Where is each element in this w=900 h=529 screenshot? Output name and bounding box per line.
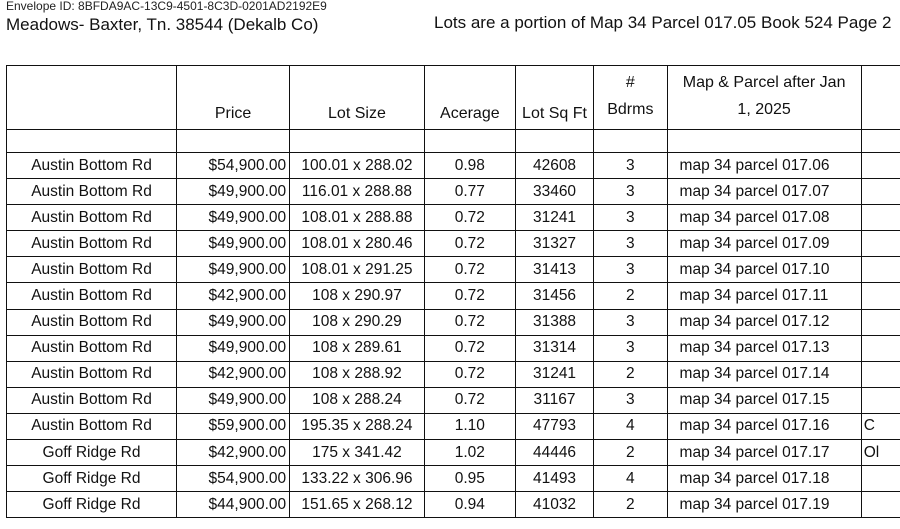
cell-map-parcel: map 34 parcel 017.11 — [667, 283, 861, 309]
cell-price: $44,900.00 — [177, 492, 290, 518]
cell-lot-size: 116.01 x 288.88 — [290, 179, 425, 205]
cell-street: Goff Ridge Rd — [7, 492, 177, 518]
table-row — [7, 153, 900, 179]
cell-sqft: 31413 — [515, 257, 593, 283]
table-row — [7, 257, 900, 283]
cell-lot-size: 133.22 x 306.96 — [290, 466, 425, 492]
cell-lot-size: 108 x 290.97 — [290, 283, 425, 309]
table-row — [7, 205, 900, 231]
header-map-parcel — [667, 66, 861, 130]
cell-bedrooms: 2 — [594, 283, 667, 309]
cell-price: $49,900.00 — [177, 179, 290, 205]
cell-price: $59,900.00 — [177, 413, 290, 439]
cell-street: Austin Bottom Rd — [7, 387, 177, 413]
cell-extra — [861, 309, 900, 335]
header-map-line1: Map & Parcel after Jan — [682, 74, 846, 91]
cell-sqft: 31388 — [515, 309, 593, 335]
cell-price: $42,900.00 — [177, 283, 290, 309]
cell-extra — [861, 153, 900, 179]
cell-price: $49,900.00 — [177, 205, 290, 231]
cell-street: Austin Bottom Rd — [7, 179, 177, 205]
cell-price: $54,900.00 — [177, 153, 290, 179]
cell-bedrooms: 4 — [594, 413, 667, 439]
cell-street: Austin Bottom Rd — [7, 257, 177, 283]
cell-extra: C — [861, 413, 900, 439]
cell-map-parcel: map 34 parcel 017.08 — [667, 205, 861, 231]
header-bedrooms-line1: # — [625, 74, 635, 91]
cell-lot-size: 151.65 x 268.12 — [290, 492, 425, 518]
parcel-note: Lots are a portion of Map 34 Parcel 017.05 Book 524 Page 2 — [434, 13, 892, 32]
cell-acreage: 0.72 — [424, 205, 515, 231]
cell-extra — [861, 231, 900, 257]
cell-street: Austin Bottom Rd — [7, 231, 177, 257]
spacer-row — [7, 130, 900, 153]
cell-map-parcel: map 34 parcel 017.12 — [667, 309, 861, 335]
cell-bedrooms: 3 — [594, 257, 667, 283]
table-row — [7, 387, 900, 413]
cell-map-parcel: map 34 parcel 017.15 — [667, 387, 861, 413]
table-row — [7, 231, 900, 257]
cell-acreage: 0.72 — [424, 335, 515, 361]
cell-sqft: 44446 — [515, 440, 593, 466]
cell-price: $49,900.00 — [177, 309, 290, 335]
cell-map-parcel: map 34 parcel 017.16 — [667, 413, 861, 439]
cell-sqft: 41493 — [515, 466, 593, 492]
cell-extra — [861, 283, 900, 309]
header-extra — [861, 66, 900, 130]
lot-table — [6, 65, 900, 518]
cell-bedrooms: 3 — [594, 179, 667, 205]
cell-bedrooms: 2 — [594, 361, 667, 387]
header-bedrooms-line2: Bdrms — [607, 101, 654, 118]
header-bedrooms — [594, 66, 667, 130]
cell-bedrooms: 4 — [594, 466, 667, 492]
cell-map-parcel: map 34 parcel 017.10 — [667, 257, 861, 283]
cell-acreage: 0.72 — [424, 387, 515, 413]
cell-map-parcel: map 34 parcel 017.14 — [667, 361, 861, 387]
cell-lot-size: 108 x 289.61 — [290, 335, 425, 361]
cell-extra — [861, 335, 900, 361]
cell-acreage: 0.95 — [424, 466, 515, 492]
cell-price: $42,900.00 — [177, 361, 290, 387]
cell-bedrooms: 3 — [594, 205, 667, 231]
cell-sqft: 31314 — [515, 335, 593, 361]
cell-sqft: 31456 — [515, 283, 593, 309]
cell-lot-size: 108 x 290.29 — [290, 309, 425, 335]
cell-sqft: 31241 — [515, 205, 593, 231]
cell-map-parcel: map 34 parcel 017.17 — [667, 440, 861, 466]
cell-bedrooms: 3 — [594, 231, 667, 257]
cell-extra — [861, 387, 900, 413]
cell-map-parcel: map 34 parcel 017.13 — [667, 335, 861, 361]
table-row — [7, 179, 900, 205]
header-price: Price — [177, 66, 290, 130]
cell-extra — [861, 179, 900, 205]
cell-bedrooms: 3 — [594, 387, 667, 413]
cell-street: Austin Bottom Rd — [7, 361, 177, 387]
cell-price: $49,900.00 — [177, 335, 290, 361]
cell-lot-size: 100.01 x 288.02 — [290, 153, 425, 179]
cell-acreage: 1.10 — [424, 413, 515, 439]
cell-acreage: 0.98 — [424, 153, 515, 179]
cell-sqft: 31241 — [515, 361, 593, 387]
table-row — [7, 413, 900, 439]
cell-acreage: 0.72 — [424, 257, 515, 283]
cell-acreage: 0.72 — [424, 309, 515, 335]
cell-street: Austin Bottom Rd — [7, 283, 177, 309]
envelope-id: Envelope ID: 8BFDA9AC-13C9-4501-8C3D-0201AD2192E9 — [6, 0, 327, 13]
cell-acreage: 0.72 — [424, 283, 515, 309]
table-row — [7, 440, 900, 466]
table-row — [7, 283, 900, 309]
cell-map-parcel: map 34 parcel 017.09 — [667, 231, 861, 257]
cell-street: Austin Bottom Rd — [7, 413, 177, 439]
table-row — [7, 309, 900, 335]
cell-acreage: 0.77 — [424, 179, 515, 205]
cell-map-parcel: map 34 parcel 017.19 — [667, 492, 861, 518]
property-address: Meadows- Baxter, Tn. 38544 (Dekalb Co) — [6, 15, 319, 34]
cell-lot-size: 195.35 x 288.24 — [290, 413, 425, 439]
cell-price: $49,900.00 — [177, 257, 290, 283]
cell-lot-size: 108.01 x 291.25 — [290, 257, 425, 283]
cell-bedrooms: 2 — [594, 492, 667, 518]
cell-lot-size: 108 x 288.24 — [290, 387, 425, 413]
cell-acreage: 1.02 — [424, 440, 515, 466]
cell-extra — [861, 257, 900, 283]
cell-acreage: 0.94 — [424, 492, 515, 518]
header-acreage: Acerage — [424, 66, 515, 130]
cell-map-parcel: map 34 parcel 017.07 — [667, 179, 861, 205]
cell-bedrooms: 3 — [594, 335, 667, 361]
cell-street: Austin Bottom Rd — [7, 153, 177, 179]
cell-street: Austin Bottom Rd — [7, 205, 177, 231]
cell-street: Austin Bottom Rd — [7, 335, 177, 361]
cell-sqft: 47793 — [515, 413, 593, 439]
table-row — [7, 466, 900, 492]
header-map-line2: 1, 2025 — [737, 101, 791, 118]
cell-lot-size: 108 x 288.92 — [290, 361, 425, 387]
table-row — [7, 361, 900, 387]
cell-sqft: 42608 — [515, 153, 593, 179]
cell-price: $42,900.00 — [177, 440, 290, 466]
cell-bedrooms: 2 — [594, 440, 667, 466]
cell-lot-size: 108.01 x 288.88 — [290, 205, 425, 231]
header-street — [7, 66, 177, 130]
cell-street: Goff Ridge Rd — [7, 440, 177, 466]
cell-price: $49,900.00 — [177, 231, 290, 257]
header-sqft: Lot Sq Ft — [515, 66, 593, 130]
cell-extra — [861, 361, 900, 387]
table-header — [7, 66, 900, 130]
cell-extra: Ol — [861, 440, 900, 466]
table-row — [7, 335, 900, 361]
cell-sqft: 31327 — [515, 231, 593, 257]
cell-bedrooms: 3 — [594, 309, 667, 335]
cell-sqft: 31167 — [515, 387, 593, 413]
cell-acreage: 0.72 — [424, 361, 515, 387]
cell-street: Austin Bottom Rd — [7, 309, 177, 335]
table-body — [7, 153, 900, 518]
cell-price: $49,900.00 — [177, 387, 290, 413]
cell-extra — [861, 205, 900, 231]
cell-bedrooms: 3 — [594, 153, 667, 179]
cell-sqft: 41032 — [515, 492, 593, 518]
cell-sqft: 33460 — [515, 179, 593, 205]
header-lot-size: Lot Size — [290, 66, 425, 130]
table-row — [7, 492, 900, 518]
cell-price: $54,900.00 — [177, 466, 290, 492]
cell-extra — [861, 466, 900, 492]
cell-street: Goff Ridge Rd — [7, 466, 177, 492]
cell-lot-size: 175 x 341.42 — [290, 440, 425, 466]
cell-lot-size: 108.01 x 280.46 — [290, 231, 425, 257]
cell-map-parcel: map 34 parcel 017.06 — [667, 153, 861, 179]
cell-extra — [861, 492, 900, 518]
cell-acreage: 0.72 — [424, 231, 515, 257]
cell-map-parcel: map 34 parcel 017.18 — [667, 466, 861, 492]
